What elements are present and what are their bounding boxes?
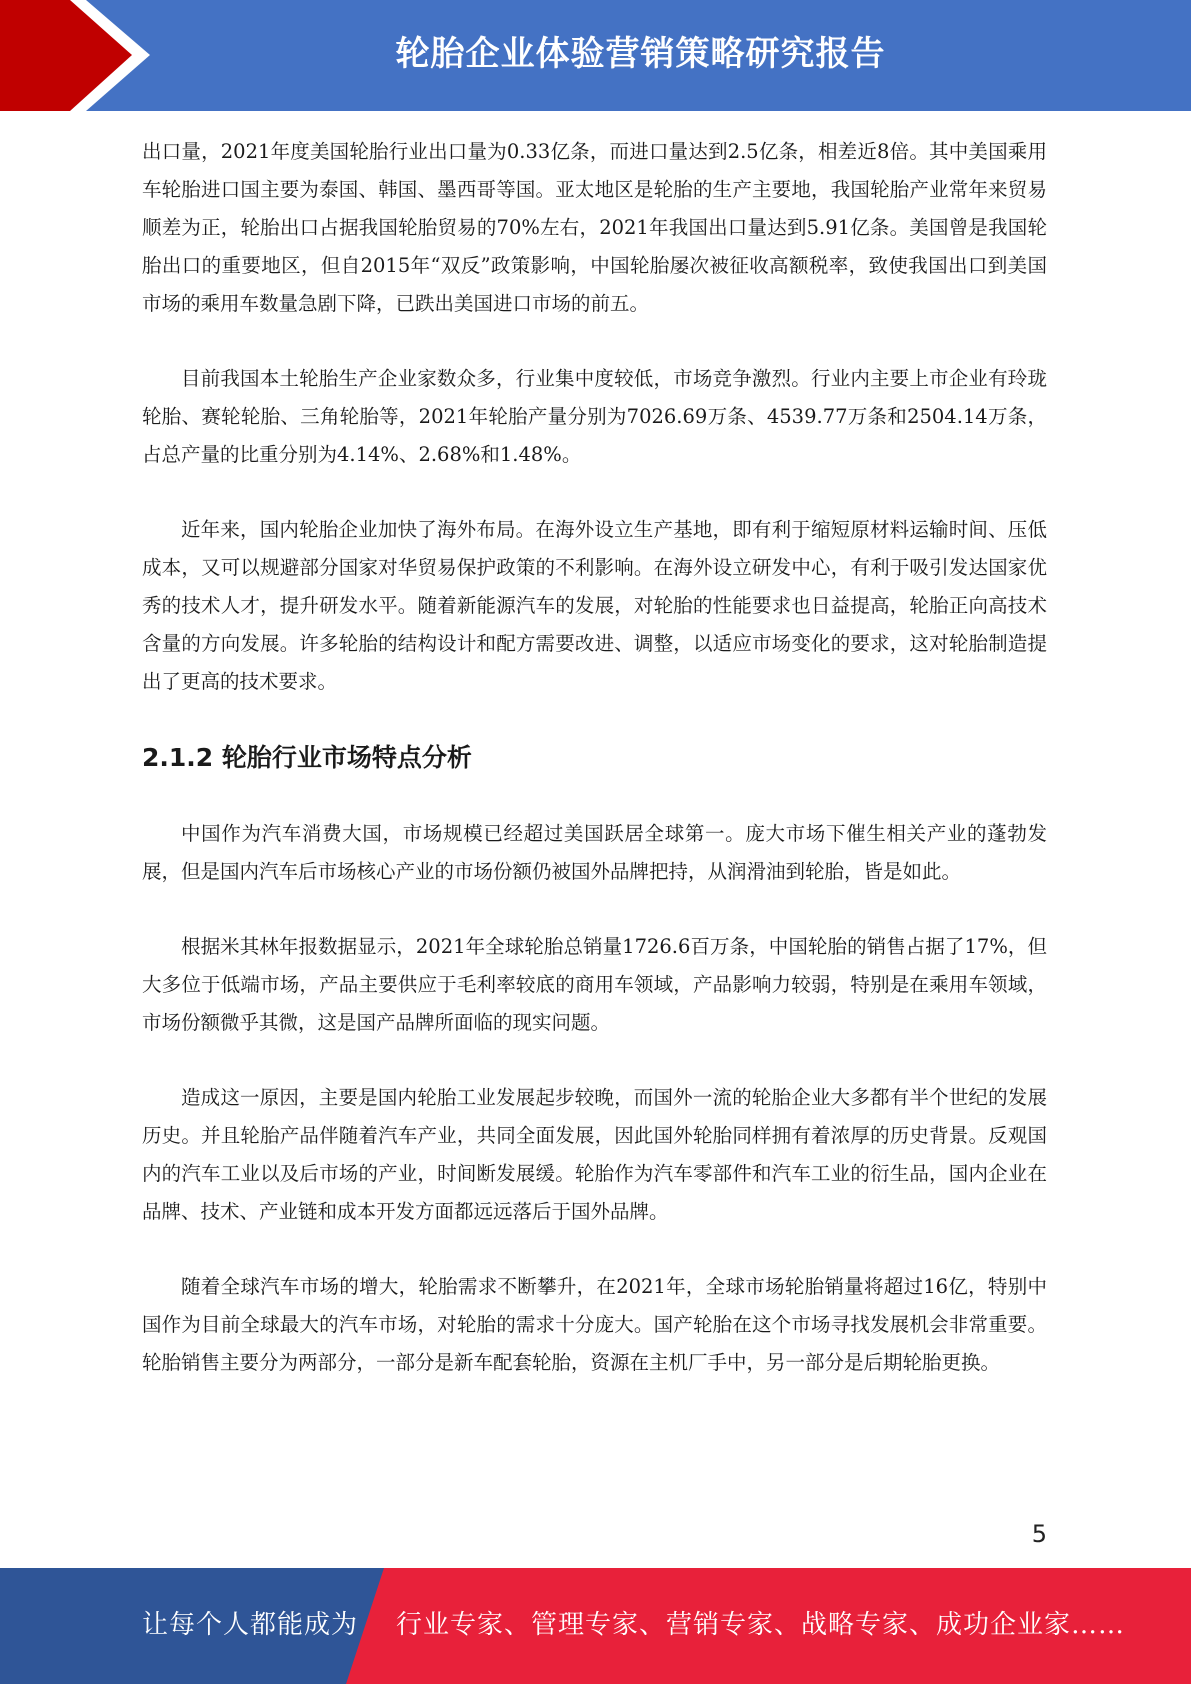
report-title: 轮胎企业体验营销策略研究报告: [395, 34, 886, 74]
paragraph: 根据米其林年报数据显示，2021年全球轮胎总销量1726.6百万条，中国轮胎的销售占据了17%，但大多位于低端市场，产品主要供应于毛利率较底的商用车领域，产品影响力较弱，特别是在乘用车领域，市场份额微乎其微，这是国产品牌所面临的现实问题。: [142, 935, 1047, 1034]
paragraph: 造成这一原因，主要是国内轮胎工业发展起步较晚，而国外一流的轮胎企业大多都有半个世纪的发展历史。并且轮胎产品伴随着汽车产业，共同全面发展，因此国外轮胎同样拥有着浓厚的历史背景。反观国内的汽车工业以及后市场的产业，时间断发展缓。轮胎作为汽车零部件和汽车工业的衍生品，国内企业在品牌、技术、产业链和成本开发方面都远远落后于国外品牌。: [142, 1086, 1047, 1223]
footer-slogan-left: 让每个人都能成为: [142, 1610, 359, 1640]
page-header: [0, 0, 1191, 111]
paragraph: 随着全球汽车市场的增大，轮胎需求不断攀升，在2021年，全球市场轮胎销量将超过16亿，特别中国作为目前全球最大的汽车市场，对轮胎的需求十分庞大。国产轮胎在这个市场寻找发展机会非常重要。轮胎销售主要分为两部分，一部分是新车配套轮胎，资源在主机厂手中，另一部分是后期轮胎更换。: [142, 1275, 1047, 1374]
page-footer: [0, 1568, 1191, 1684]
paragraph: 中国作为汽车消费大国，市场规模已经超过美国跃居全球第一。庞大市场下催生相关产业的蓬勃发展，但是国内汽车后市场核心产业的市场份额仍被国外品牌把持，从润滑油到轮胎，皆是如此。: [142, 822, 1047, 883]
document-body: [142, 133, 1047, 1419]
section-heading: 2.1.2 轮胎行业市场特点分析: [142, 743, 472, 772]
paragraph: 出口量，2021年度美国轮胎行业出口量为0.33亿条，而进口量达到2.5亿条，相差近8倍。其中美国乘用车轮胎进口国主要为泰国、韩国、墨西哥等国。亚太地区是轮胎的生产主要地，我国轮胎产业常年来贸易顺差为正，轮胎出口占据我国轮胎贸易的70%左右，2021年我国出口量达到5.91亿条。美国曾是我国轮胎出口的重要地区，但自2015年“双反”政策影响，中国轮胎屡次被征收高额税率，致使我国出口到美国市场的乘用车数量急剧下降，已跌出美国进口市场的前五。: [142, 140, 1047, 315]
footer-slogan-right: 行业专家、管理专家、营销专家、战略专家、成功企业家……: [396, 1610, 1126, 1640]
paragraph: 目前我国本土轮胎生产企业家数众多，行业集中度较低，市场竞争激烈。行业内主要上市企业有玲珑轮胎、赛轮轮胎、三角轮胎等，2021年轮胎产量分别为7026.69万条、4539.77万条和2504.14万条，占总产量的比重分别为4.14%、2.68%和1.48%。: [142, 367, 1047, 466]
page-number: 5: [1031, 1520, 1047, 1548]
paragraph: 近年来，国内轮胎企业加快了海外布局。在海外设立生产基地，即有利于缩短原材料运输时间、压低成本，又可以规避部分国家对华贸易保护政策的不利影响。在海外设立研发中心，有利于吸引发达国家优秀的技术人才，提升研发水平。随着新能源汽车的发展，对轮胎的性能要求也日益提高，轮胎正向高技术含量的方向发展。许多轮胎的结构设计和配方需要改进、调整，以适应市场变化的要求，这对轮胎制造提出了更高的技术要求。: [142, 518, 1047, 693]
